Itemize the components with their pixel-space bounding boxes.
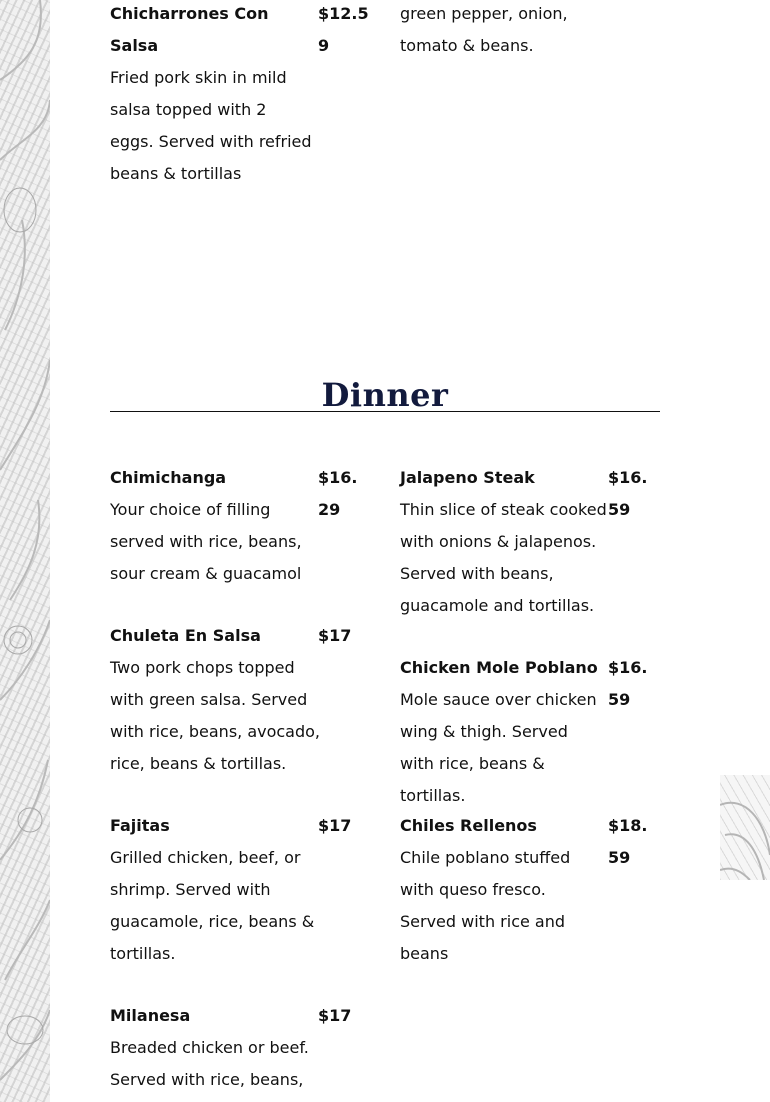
menu-item-price: $16.59 xyxy=(608,658,648,709)
menu-item-price: $18.59 xyxy=(608,816,648,867)
section-title-dinner: Dinner xyxy=(321,376,449,414)
menu-item-name: Chiles Rellenos xyxy=(400,816,537,835)
decorative-illustration-left xyxy=(0,0,50,1102)
menu-item-name: Chicken Mole Poblano xyxy=(400,658,598,677)
menu-item-description: Fried pork skin in mild salsa topped with 2 eggs. Served with refried beans & tortillas xyxy=(110,68,312,183)
menu-item-description: Breaded chicken or beef. Served with rice, beans, xyxy=(110,1038,309,1089)
menu-item-price: $16.29 xyxy=(318,468,358,519)
menu-item-price: $17 xyxy=(318,816,352,835)
menu-item-description: Thin slice of steak cooked with onions & jalapenos. Served with beans, guacamole and tortillas. xyxy=(400,500,607,615)
menu-item-description: Mole sauce over chicken wing & thigh. Served with rice, beans & tortillas. xyxy=(400,690,597,805)
menu-item-description: Your choice of filling served with rice, beans, sour cream & guacamol xyxy=(110,500,302,583)
leaf-fragment-icon xyxy=(720,775,770,880)
menu-item-price: $12.59 xyxy=(318,4,369,55)
menu-item-name: Milanesa xyxy=(110,1006,191,1025)
menu-item-name: Chicharrones Con Salsa xyxy=(110,4,269,55)
section-divider xyxy=(110,411,660,412)
menu-item-name: Chimichanga xyxy=(110,468,227,487)
menu-item-description: Chile poblano stuffed with queso fresco. Served with rice and beans xyxy=(400,848,571,963)
menu-item-name: Jalapeno Steak xyxy=(400,468,535,487)
menu-item-price: $16.59 xyxy=(608,468,648,519)
menu-item-price: $17 xyxy=(318,1006,352,1025)
leaf-pattern-icon xyxy=(0,0,50,1102)
menu-item-description-fragment: green pepper, onion, tomato & beans. xyxy=(400,4,568,55)
menu-item-description: Grilled chicken, beef, or shrimp. Served with guacamole, rice, beans & tortillas. xyxy=(110,848,315,963)
menu-item-description: Two pork chops topped with green salsa. Served with rice, beans, avocado, rice, beans & tortillas. xyxy=(110,658,321,773)
menu-item-price: $17 xyxy=(318,626,352,645)
decorative-illustration-right xyxy=(720,775,770,880)
menu-item-name: Fajitas xyxy=(110,816,170,835)
menu-item-name: Chuleta En Salsa xyxy=(110,626,261,645)
